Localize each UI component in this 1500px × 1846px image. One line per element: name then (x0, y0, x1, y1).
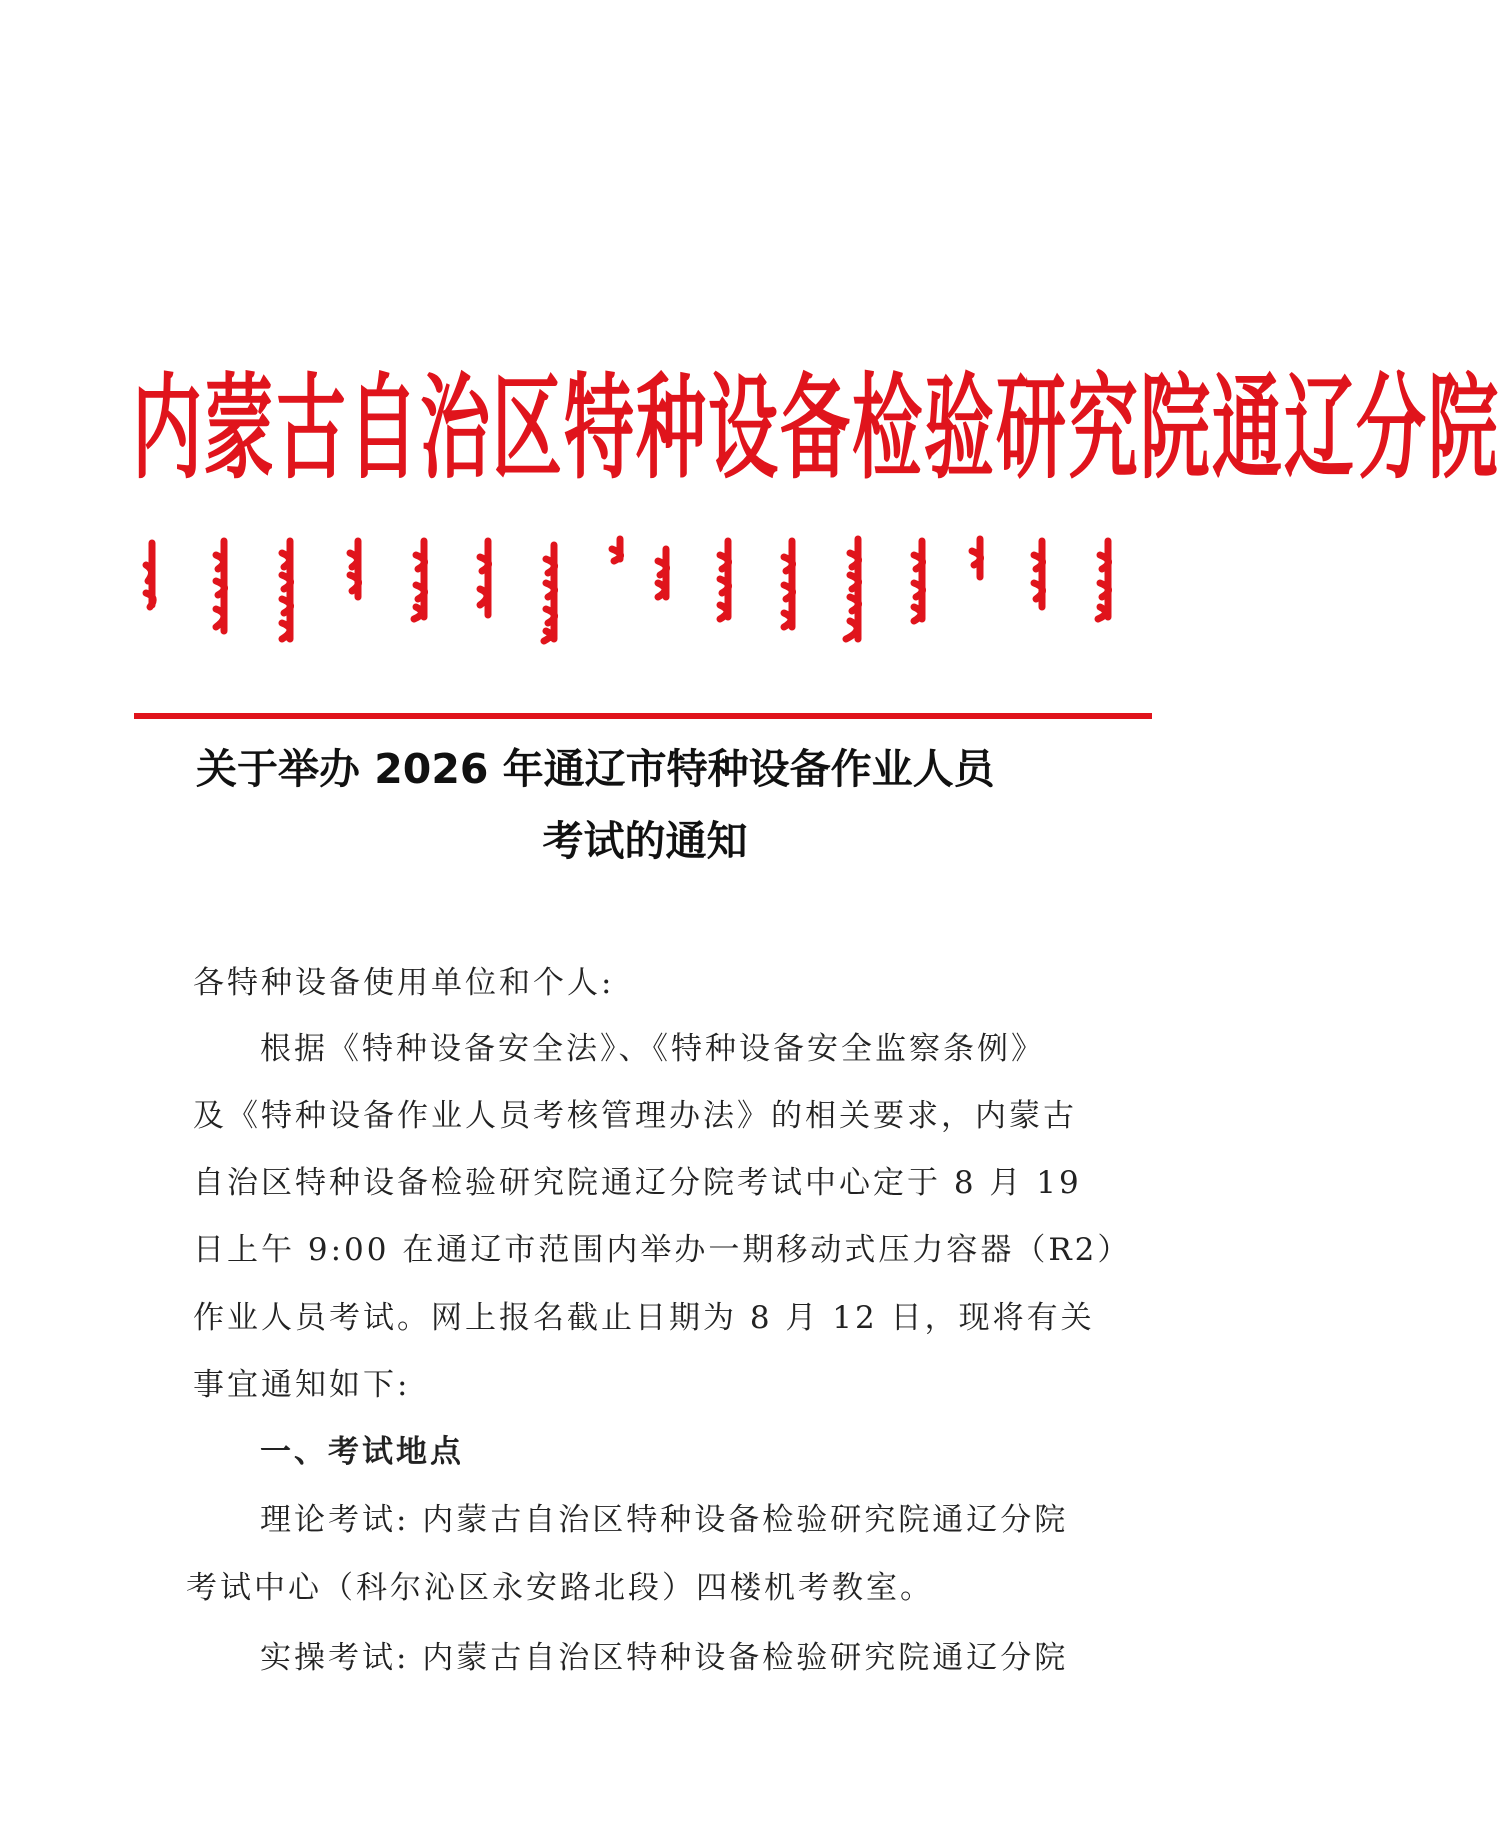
mongolian-word (480, 541, 489, 615)
notice-title-line-2: 考试的通知 (542, 817, 748, 865)
theory-exam-line: 考试中心（科尔沁区永安路北段）四楼机考教室。 (186, 1570, 934, 1606)
paragraph-line: 及《特种设备作业人员考核管理办法》的相关要求，内蒙古 (193, 1098, 1077, 1134)
mongolian-word (612, 539, 621, 561)
red-divider-line (134, 713, 1152, 719)
mongolian-word (972, 539, 981, 577)
mongolian-word (414, 541, 425, 619)
notice-title-line-1: 关于举办 2026 年通辽市特种设备作业人员 (196, 745, 995, 793)
paragraph-line: 事宜通知如下: (193, 1367, 411, 1403)
paragraph-line: 作业人员考试。网上报名截止日期为 8 月 12 日，现将有关 (193, 1300, 1095, 1336)
theory-exam-line: 理论考试: 内蒙古自治区特种设备检验研究院通辽分院 (260, 1502, 1069, 1538)
salutation: 各特种设备使用单位和个人: (193, 965, 615, 1001)
mongolian-word (544, 545, 555, 641)
practical-exam-line: 实操考试: 内蒙古自治区特种设备检验研究院通辽分院 (260, 1640, 1069, 1676)
section-heading-exam-location: 一、考试地点 (260, 1434, 464, 1470)
mongolian-word (1098, 541, 1109, 619)
mongolian-word (146, 543, 153, 607)
mongolian-word (216, 541, 225, 631)
mongolian-word (846, 539, 859, 639)
mongolian-word (658, 549, 667, 597)
mongolian-word (914, 541, 923, 621)
letterhead-org-name: 内蒙古自治区特种设备检验研究院通辽分院 (132, 362, 1500, 496)
paragraph-line: 根据《特种设备安全法》、《特种设备安全监察条例》 (260, 1031, 1045, 1067)
mongolian-word (350, 541, 359, 597)
mongolian-word (1034, 541, 1043, 607)
paragraph-line: 自治区特种设备检验研究院通辽分院考试中心定于 8 月 19 (193, 1165, 1082, 1201)
paragraph-line: 日上午 9:00 在通辽市范围内举办一期移动式压力容器（R2） (193, 1232, 1132, 1268)
mongolian-word (784, 541, 793, 627)
mongolian-word (720, 541, 729, 619)
mongolian-word (282, 541, 291, 639)
mongolian-script-letterhead (142, 535, 1152, 645)
